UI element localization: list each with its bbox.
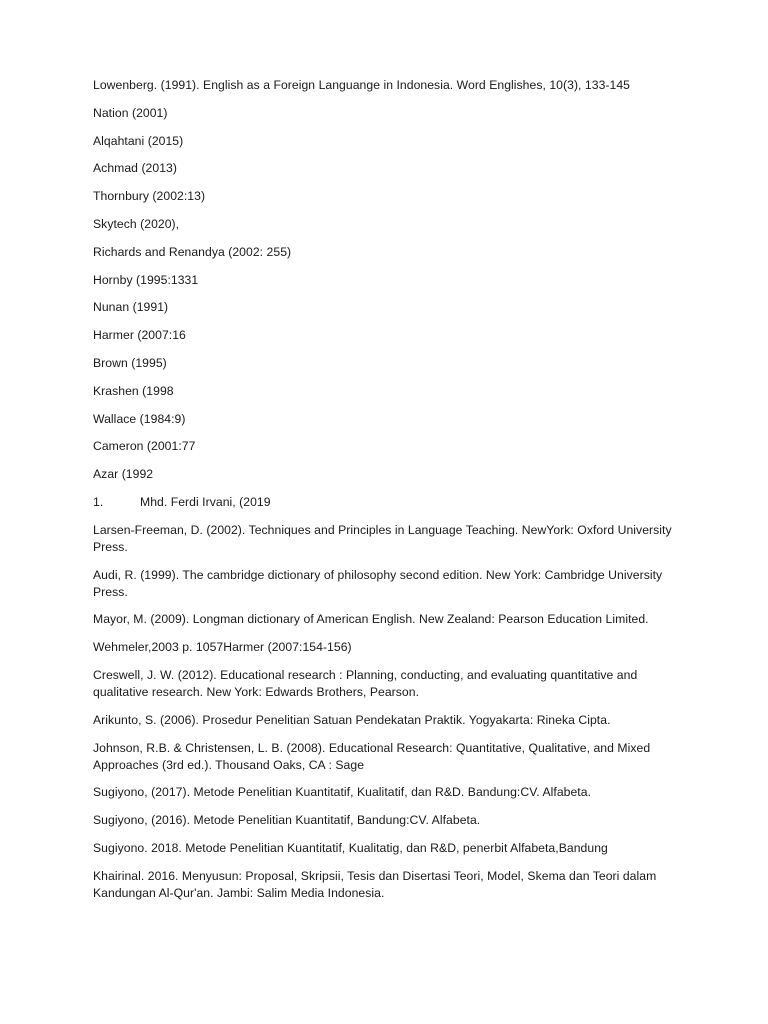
reference-item: Achmad (2013) [93,161,177,176]
reference-item: Cameron (2001:77 [93,439,196,454]
reference-item: Nation (2001) [93,105,168,120]
reference-item: Azar (1992 [93,467,154,482]
reference-item: Krashen (1998 [93,383,174,398]
reference-item: Khairinal. 2016. Menyusun: Proposal, Skripsii, Tesis dan Disertasi Teori, Model, Skema dan Teori dalam Kandungan Al-Qur'an. Jambi: Salim Media Indonesia. [93,868,657,900]
reference-item: Sugiyono. 2018. Metode Penelitian Kuantitatif, Kualitatig, dan R&D, penerbit Alfabeta,Bandung [93,840,608,855]
reference-list [93,77,683,913]
reference-item: Sugiyono, (2017). Metode Penelitian Kuantitatif, Kualitatif, dan R&D. Bandung:CV. Alfabeta. [93,785,592,800]
reference-item: Creswell, J. W. (2012). Educational research : Planning, conducting, and evaluating quantitative and qualitative research. New York: Edwards Brothers, Pearson. [93,667,638,699]
reference-text: Mhd. Ferdi Irvani, (2019 [140,494,271,509]
reference-item: Harmer (2007:16 [93,328,186,343]
reference-item: Lowenberg. (1991). English as a Foreign Languange in Indonesia. Word Englishes, 10(3), 133-145 [93,78,631,92]
reference-item: Brown (1995) [93,355,167,370]
reference-item: Wehmeler,2003 p. 1057Harmer (2007:154-156) [93,640,352,655]
reference-item: Skytech (2020), [93,216,180,231]
reference-item: Alqahtani (2015) [93,133,184,148]
numbered-reference-item [93,494,683,511]
reference-item: Hornby (1995:1331 [93,272,199,287]
reference-item: Johnson, R.B. & Christensen, L. B. (2008). Educational Research: Quantitative, Qualitative, and Mixed Approaches (3rd ed.). Thousand Oaks, CA : Sage [93,740,651,772]
reference-item: Arikunto, S. (2006). Prosedur Penelitian Satuan Pendekatan Praktik. Yogyakarta: Rineka Cipta. [93,712,611,727]
reference-item: Sugiyono, (2016). Metode Penelitian Kuantitatif, Bandung:CV. Alfabeta. [93,813,481,828]
list-number: 1. [93,494,104,509]
reference-item: Wallace (1984:9) [93,411,186,426]
reference-item: Larsen-Freeman, D. (2002). Techniques and Principles in Language Teaching. NewYork: Oxford University Press. [93,522,672,554]
reference-item: Audi, R. (1999). The cambridge dictionary of philosophy second edition. New York: Cambridge University Press. [93,567,663,599]
reference-item: Nunan (1991) [93,300,169,315]
reference-item: Richards and Renandya (2002: 255) [93,244,292,259]
reference-item: Thornbury (2002:13) [93,189,206,204]
reference-item: Mayor, M. (2009). Longman dictionary of American English. New Zealand: Pearson Education Limited. [93,612,649,627]
